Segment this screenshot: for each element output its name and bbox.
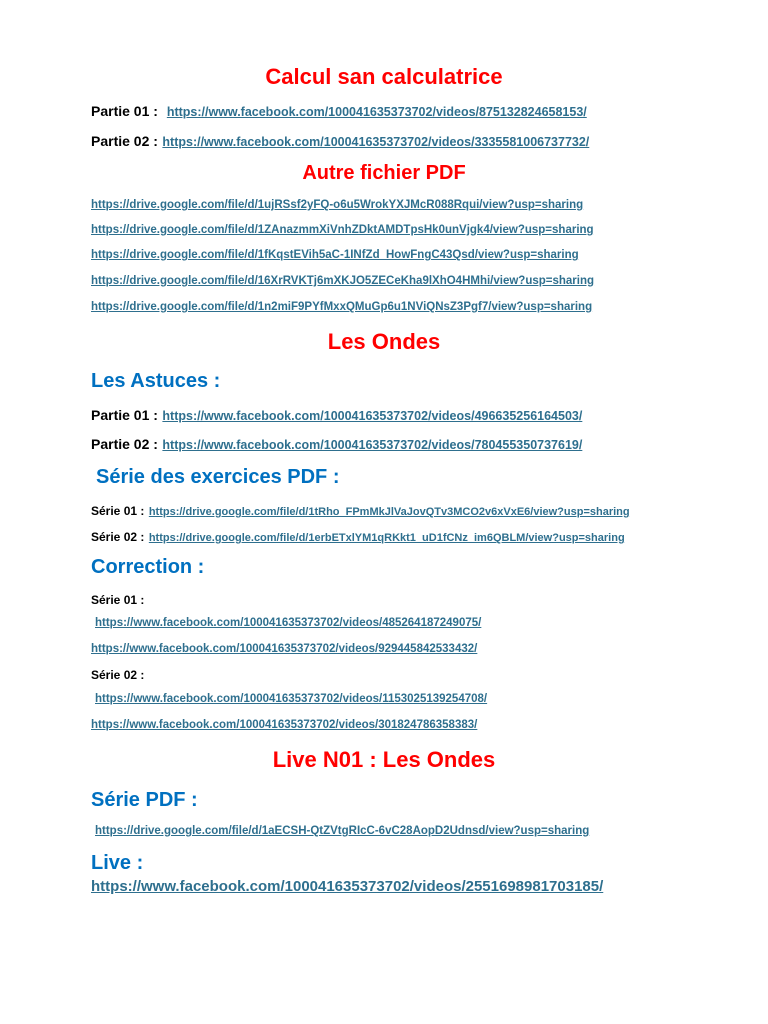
heading-live: Live : (91, 852, 144, 874)
pdf-link-2[interactable]: https://drive.google.com/file/d/1ZAnazmmXiVnhZDktAMDTpsHk0unVjgk4/view?usp=sharing (91, 224, 594, 236)
serie-02-row (91, 528, 625, 546)
heading-serie-exercices: Série des exercices PDF : (96, 466, 340, 488)
title-autre-fichier: Autre fichier PDF (302, 162, 466, 184)
astuce-partie-01-label: Partie 01 : (91, 407, 158, 423)
pdf-link-3[interactable]: https://drive.google.com/file/d/1fKqstEVih5aC-1INfZd_HowFngC43Qsd/view?usp=sharing (91, 249, 579, 261)
partie-02-link[interactable]: https://www.facebook.com/100041635373702/videos/3335581006737732/ (162, 135, 590, 149)
astuce-partie-02-label: Partie 02 : (91, 436, 158, 452)
correction-serie-02-link-1[interactable]: https://www.facebook.com/100041635373702/videos/1153025139254708/ (95, 693, 488, 705)
partie-02-row (91, 133, 589, 151)
correction-serie-02-link-2[interactable]: https://www.facebook.com/100041635373702/videos/301824786358383/ (91, 719, 478, 731)
serie-01-label: Série 01 : (91, 504, 145, 518)
pdf-link-1[interactable]: https://drive.google.com/file/d/1ujRSsf2yFQ-o6u5WrokYXJMcR088Rqui/view?usp=sharing (91, 199, 584, 211)
correction-serie-01-link-2[interactable]: https://www.facebook.com/100041635373702/videos/929445842533432/ (91, 643, 478, 655)
serie-pdf-link[interactable]: https://drive.google.com/file/d/1aECSH-QtZVtgRIcC-6vC28AopD2Udnsd/view?usp=sharing (95, 825, 590, 837)
title-les-ondes: Les Ondes (327, 329, 441, 354)
live-link[interactable]: https://www.facebook.com/100041635373702/videos/2551698981703185/ (91, 878, 604, 895)
serie-01-row (91, 502, 630, 520)
title-calcul: Calcul san calculatrice (265, 64, 503, 89)
serie-01-link[interactable]: https://drive.google.com/file/d/1tRho_FPmMkJlVaJovQTv3MCO2v6xVxE6/view?usp=sharing (148, 506, 630, 518)
correction-serie-01-link-1[interactable]: https://www.facebook.com/100041635373702/videos/485264187249075/ (95, 617, 482, 629)
title-live-n01: Live N01 : Les Ondes (272, 747, 496, 772)
correction-serie-01-label: Série 01 : (91, 593, 145, 607)
pdf-link-4[interactable]: https://drive.google.com/file/d/16XrRVKTj6mXKJO5ZECeKha9lXhO4HMhi/view?usp=sharing (91, 275, 595, 287)
partie-01-label: Partie 01 : (91, 103, 158, 119)
astuce-partie-01-row (91, 407, 582, 425)
partie-02-label: Partie 02 : (91, 133, 158, 149)
partie-01-link[interactable]: https://www.facebook.com/100041635373702/videos/875132824658153/ (166, 105, 587, 119)
astuce-partie-02-link[interactable]: https://www.facebook.com/100041635373702/videos/780455350737619/ (162, 438, 583, 452)
astuce-partie-02-row (91, 436, 582, 454)
serie-02-label: Série 02 : (91, 530, 145, 544)
pdf-link-5[interactable]: https://drive.google.com/file/d/1n2miF9PYfMxxQMuGp6u1NViQNsZ3Pgf7/view?usp=sharing (91, 301, 593, 313)
partie-01-row (91, 103, 587, 121)
serie-02-link[interactable]: https://drive.google.com/file/d/1erbETxlYM1qRKkt1_uD1fCNz_im6QBLM/view?usp=sharing (148, 532, 625, 544)
astuce-partie-01-link[interactable]: https://www.facebook.com/100041635373702/videos/496635256164503/ (162, 409, 583, 423)
heading-correction: Correction : (91, 556, 205, 578)
correction-serie-02-label: Série 02 : (91, 668, 145, 682)
heading-serie-pdf: Série PDF : (91, 789, 198, 811)
heading-astuces: Les Astuces : (91, 370, 221, 392)
